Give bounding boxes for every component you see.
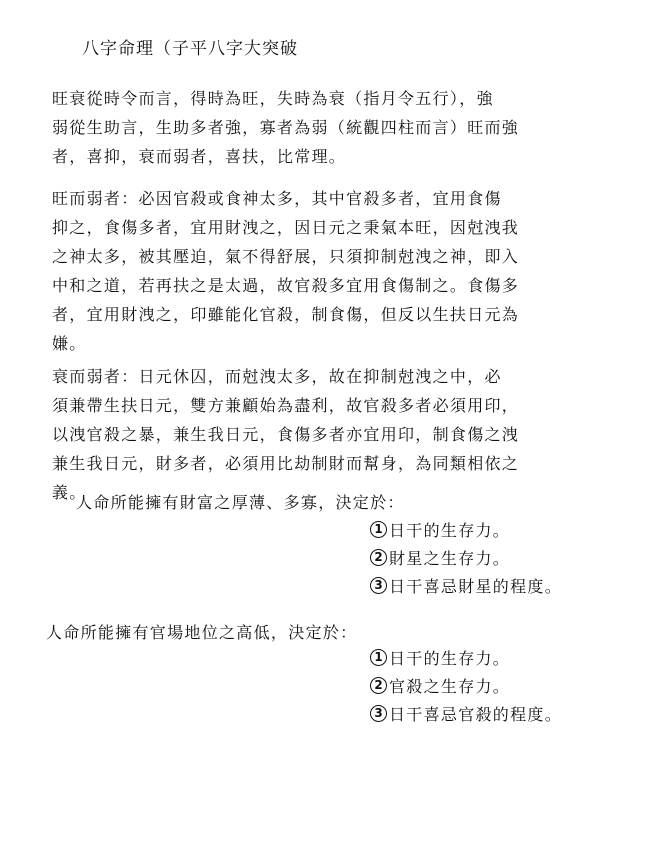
list-item-text: 財星之生存力。: [389, 548, 511, 568]
paragraph-line: 者，喜抑，衰而弱者，喜扶，比常理。: [52, 147, 347, 166]
list-item: [370, 671, 562, 699]
list-item-text: 日干喜忌官殺的程度。: [389, 704, 563, 724]
paragraph-line: 衰而弱者：日元休囚，而尅洩太多，故在抑制尅洩之中，必: [52, 367, 502, 386]
paragraph-strong-but-weak: [52, 184, 600, 358]
paragraph-line: 義。: [52, 483, 87, 502]
paragraph-line: 旺而弱者：必因官殺或食神太多，其中官殺多者，宜用食傷: [52, 189, 502, 208]
paragraph-declining-and-weak: [52, 362, 600, 507]
office-factor-list: [370, 643, 562, 727]
list-item: [370, 643, 562, 671]
circled-number: 2: [370, 677, 387, 694]
list-item-text: 日干喜忌財星的程度。: [389, 576, 563, 596]
paragraph-line: 旺衰從時令而言，得時為旺，失時為衰（指月令五行），強: [52, 89, 494, 108]
circled-number: 3: [370, 577, 387, 594]
circled-number: 1: [370, 521, 387, 538]
list-item: [370, 515, 562, 543]
paragraph-line: 弱從生助言，生助多者強，寡者為弱（統觀四柱而言）旺而強: [52, 118, 520, 137]
wealth-factor-list: [370, 515, 562, 599]
paragraph-line: 須兼帶生扶日元，雙方兼顧始為盡利，故官殺多者必須用印，: [52, 396, 520, 415]
list-item-text: 官殺之生存力。: [389, 676, 511, 696]
list-item-text: 日干的生存力。: [389, 520, 511, 540]
wealth-lead-text: 人命所能擁有財富之厚薄、多寡，決定於：: [76, 493, 405, 512]
document-title: 八字命理（子平八字大突破: [82, 39, 298, 59]
list-item: [370, 699, 562, 727]
paragraph-line: 者，宜用財洩之，印雖能化官殺，制食傷，但反以生扶日元為: [52, 305, 520, 324]
list-item: [370, 571, 562, 599]
list-item-text: 日干的生存力。: [389, 648, 511, 668]
circled-number: 1: [370, 649, 387, 666]
paragraph-line: 中和之道，若再扶之是太過，故官殺多宜用食傷制之。食傷多: [52, 276, 520, 295]
circled-number: 3: [370, 705, 387, 722]
office-lead-text: 人命所能擁有官場地位之高低，決定於：: [46, 623, 358, 642]
paragraph-line: 之神太多，被其壓迫，氣不得舒展，只須抑制尅洩之神，即入: [52, 247, 520, 266]
list-item: [370, 543, 562, 571]
paragraph-line: 兼生我日元，財多者，必須用比劫制財而幫身，為同類相依之: [52, 454, 520, 473]
paragraph-line: 嫌。: [52, 334, 87, 353]
circled-number: 2: [370, 549, 387, 566]
paragraph-strength-definition: [52, 84, 600, 171]
paragraph-line: 抑之，食傷多者，宜用財洩之，因日元之秉氣本旺，因尅洩我: [52, 218, 520, 237]
paragraph-line: 以洩官殺之暴，兼生我日元，食傷多者亦宜用印，制食傷之洩: [52, 425, 520, 444]
